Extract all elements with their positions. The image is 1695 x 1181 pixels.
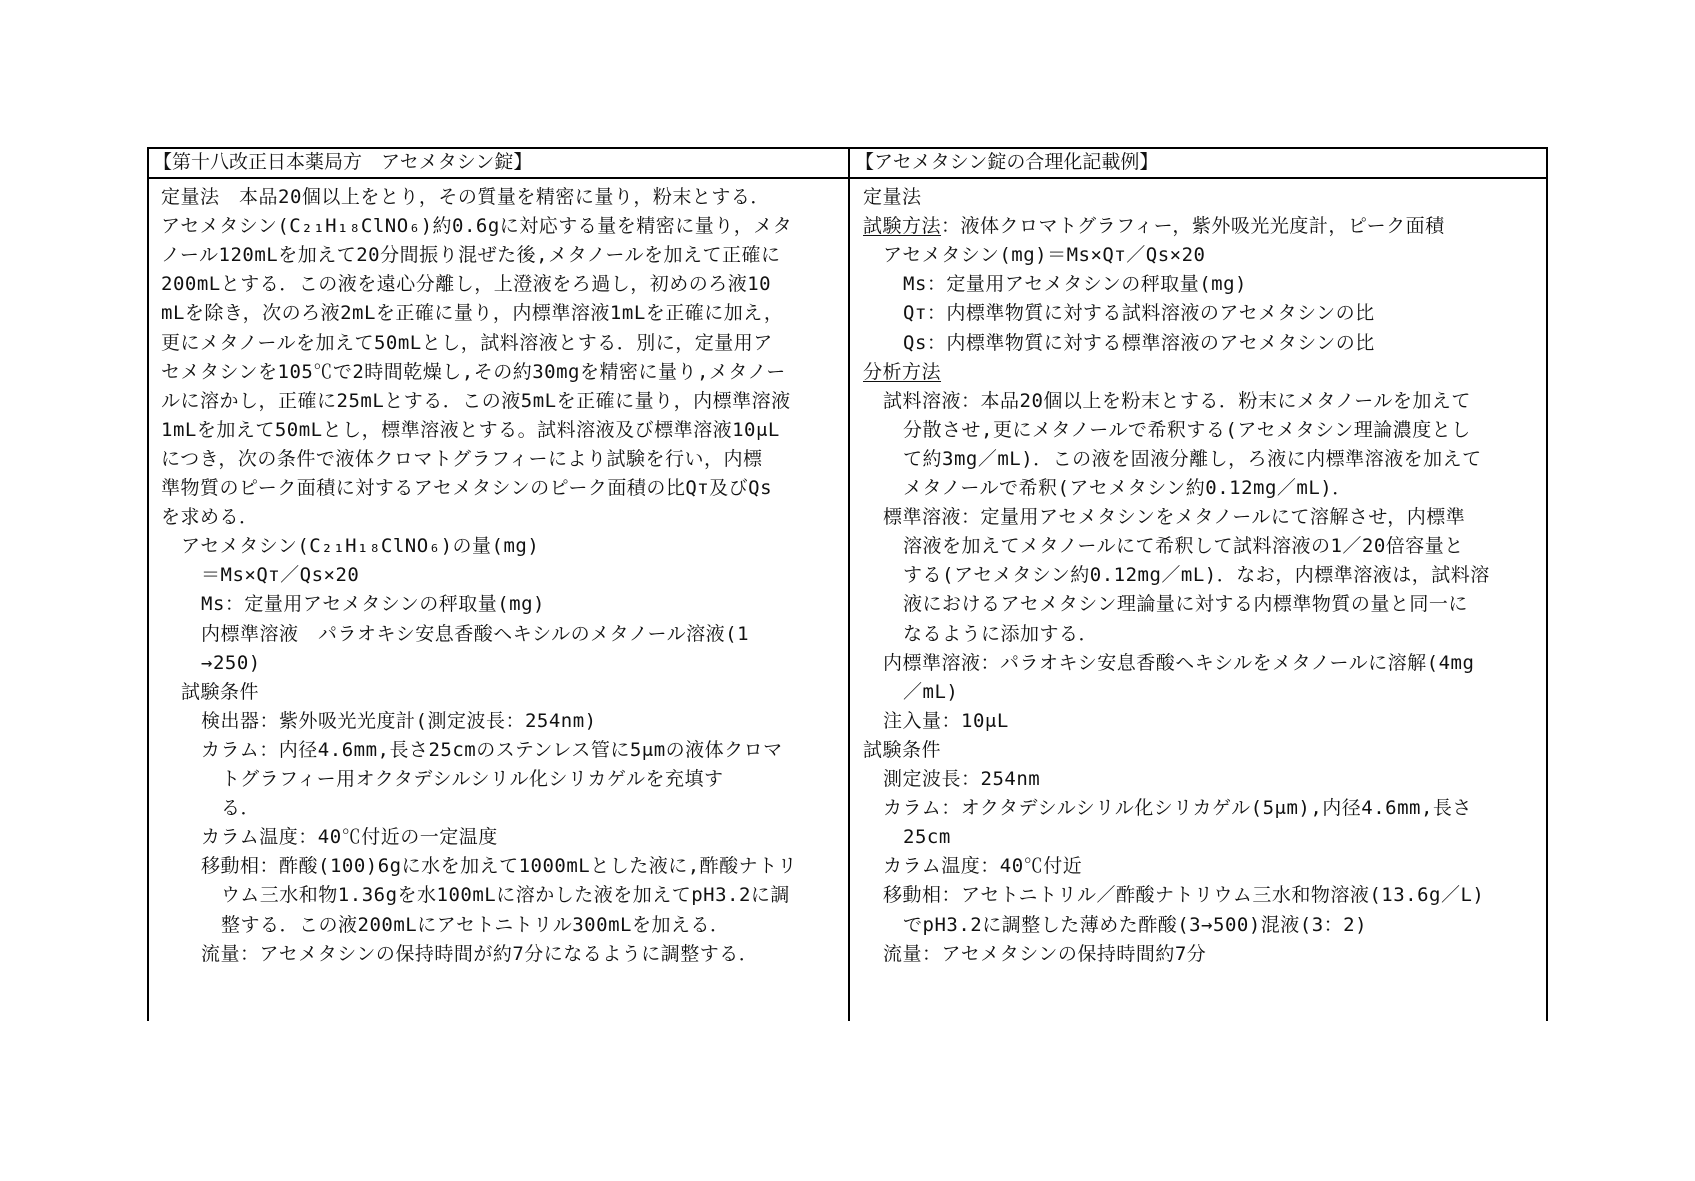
text-line — [863, 182, 922, 212]
text-line — [201, 589, 545, 619]
table-right-border — [1546, 147, 1548, 1021]
line-text: 移動相：アセトニトリル／酢酸ナトリウム三水和物溶液(13.6g／L) — [883, 884, 1485, 907]
text-line — [903, 298, 1375, 328]
line-text: 1mLを加えて50mLとし，標準溶液とする。試料溶液及び標準溶液10μL — [161, 418, 780, 441]
line-text: カラム：内径4.6mm,長さ25cmのステンレス管に5μmの液体クロマ — [201, 738, 783, 761]
line-text: Ms：定量用アセメタシンの秤取量(mg) — [903, 273, 1247, 296]
text-line — [201, 851, 797, 881]
line-text: ＝Ms×Qᴛ／Qs×20 — [201, 564, 360, 587]
text-line — [903, 589, 1468, 619]
line-text: 流量：アセメタシンの保持時間が約7分になるように調整する． — [201, 942, 759, 965]
text-line — [161, 357, 786, 387]
text-line — [863, 211, 1445, 241]
line-text: 試料溶液：本品20個以上を粉末とする．粉末にメタノールを加えて — [883, 389, 1471, 412]
section-label: 分析方法 — [863, 360, 942, 383]
line-text: アセメタシン(C₂₁H₁₈ClNO₆)の量(mg) — [181, 535, 540, 558]
text-line — [161, 386, 791, 416]
line-text: 検出器：紫外吸光光度計(測定波長：254nm) — [201, 709, 597, 732]
text-line — [883, 648, 1474, 678]
text-line — [903, 677, 958, 707]
text-line — [221, 880, 790, 910]
line-text: て約3mg／mL)．この液を固液分離し，ろ液に内標準溶液を加えて — [903, 447, 1482, 470]
text-line — [883, 764, 1040, 794]
text-line — [161, 182, 770, 212]
text-line — [883, 851, 1082, 881]
line-text: なるように添加する． — [903, 622, 1099, 645]
text-line — [161, 444, 762, 474]
text-line — [903, 619, 1098, 649]
line-text: 200mLとする．この液を遠心分離し，上澄液をろ過し，初めのろ液10 — [161, 273, 772, 296]
line-text: ウム三水和物1.36gを水100mLに溶かした液を加えてpH3.2に調 — [221, 884, 790, 907]
text-line — [863, 735, 941, 765]
line-text: Qs：内標準物質に対する標準溶液のアセメタシンの比 — [903, 331, 1375, 354]
line-text: 注入量：10μL — [883, 709, 1009, 732]
line-text: トグラフィー用オクタデシルシリル化シリカゲルを充填す — [221, 768, 724, 790]
line-text: 内標準溶液 パラオキシ安息香酸ヘキシルのメタノール溶液(1 — [201, 622, 750, 645]
text-line — [903, 531, 1464, 561]
text-line — [883, 502, 1465, 532]
text-line — [201, 648, 261, 678]
text-line — [883, 240, 1205, 270]
text-line — [903, 415, 1471, 445]
text-line — [181, 531, 539, 561]
line-text: カラム温度：40℃付近の一定温度 — [201, 826, 498, 849]
section-label: 試験方法 — [863, 215, 942, 238]
line-text: 標準溶液：定量用アセメタシンをメタノールにて溶解させ，内標準 — [883, 506, 1466, 529]
left-column-header: 【第十八改正日本薬局方 アセメタシン錠】 — [153, 151, 533, 173]
text-line — [201, 822, 498, 852]
text-line — [903, 910, 1367, 940]
line-text: アセメタシン(mg)＝Ms×Qᴛ／Qs×20 — [883, 244, 1206, 267]
text-line — [201, 735, 783, 765]
line-text: する(アセメタシン約0.12mg／mL)．なお，内標準溶液は，試料溶 — [903, 564, 1490, 587]
text-line — [883, 939, 1206, 969]
text-line — [883, 880, 1484, 910]
text-line — [883, 386, 1471, 416]
right-column-header: 【アセメタシン錠の合理化記載例】 — [855, 151, 1159, 173]
comparison-table — [147, 147, 1548, 1021]
text-line — [903, 473, 1352, 503]
line-text: →250) — [201, 651, 261, 674]
line-text: 更にメタノールを加えて50mLとし，試料溶液とする．別に，定量用ア — [161, 331, 773, 354]
text-line — [903, 822, 951, 852]
line-text: カラム：オクタデシルシリル化シリカゲル(5μm),内径4.6mm,長さ — [883, 797, 1472, 820]
text-line — [161, 473, 772, 503]
line-text: ルに溶かし，正確に25mLとする．この液5mLを正確に量り，内標準溶液 — [161, 389, 791, 412]
line-text: を求める． — [161, 506, 259, 529]
line-text: ／mL) — [903, 680, 959, 703]
text-line — [201, 939, 758, 969]
line-text: 試験条件 — [181, 680, 260, 703]
text-line — [201, 619, 749, 649]
text-line — [903, 328, 1375, 358]
text-line — [903, 444, 1482, 474]
line-text: 測定波長：254nm — [883, 768, 1041, 790]
text-line — [863, 357, 941, 387]
line-text: 25cm — [903, 826, 951, 849]
text-line — [903, 269, 1247, 299]
line-text: 試験条件 — [863, 738, 942, 761]
text-line — [161, 415, 780, 445]
line-text: 定量法 — [863, 186, 922, 208]
line-text: セメタシンを105℃で2時間乾燥し,その約30mgを精密に量り,メタノー — [161, 360, 786, 383]
line-text: Qᴛ：内標準物質に対する試料溶液のアセメタシンの比 — [903, 302, 1375, 325]
text-line — [221, 764, 723, 794]
line-text: 準物質のピーク面積に対するアセメタシンのピーク面積の比Qᴛ及びQs — [161, 477, 773, 499]
text-line — [161, 211, 792, 241]
line-text: 整する．この液200mLにアセトニトリル300mLを加える． — [221, 913, 730, 936]
line-text: 分散させ,更にメタノールで希釈する(アセメタシン理論濃度とし — [903, 418, 1471, 441]
line-text: 流量：アセメタシンの保持時間約7分 — [883, 942, 1207, 965]
text-line — [161, 269, 771, 299]
text-line — [161, 502, 259, 532]
line-text: カラム温度：40℃付近 — [883, 855, 1083, 878]
text-line — [221, 793, 260, 823]
line-text: mLを除き，次のろ液2mLを正確に量り，内標準溶液1mLを正確に加え， — [161, 302, 784, 325]
text-line — [883, 706, 1009, 736]
text-line — [161, 298, 783, 328]
text-line — [201, 706, 597, 736]
line-text: でpH3.2に調整した薄めた酢酸(3→500)混液(3：2) — [903, 913, 1368, 936]
text-line — [903, 560, 1490, 590]
line-text: 液におけるアセメタシン理論量に対する内標準物質の量と同一に — [903, 593, 1468, 616]
text-line — [201, 560, 359, 590]
line-text: Ms：定量用アセメタシンの秤取量(mg) — [201, 593, 545, 616]
text-line — [161, 240, 781, 270]
line-text: る． — [221, 797, 261, 820]
text-line — [181, 677, 259, 707]
line-text: につき，次の条件で液体クロマトグラフィーにより試験を行い，内標 — [161, 447, 763, 470]
line-text: 内標準溶液：パラオキシ安息香酸ヘキシルをメタノールに溶解(4mg — [883, 651, 1475, 674]
text-line — [161, 328, 773, 358]
text-line — [221, 910, 729, 940]
table-left-border — [147, 147, 149, 1021]
text-line — [883, 793, 1472, 823]
line-text: メタノールで希釈(アセメタシン約0.12mg／mL)． — [903, 477, 1352, 499]
line-text: 移動相：酢酸(100)6gに水を加えて1000mLとした液に,酢酸ナトリ — [201, 855, 798, 878]
line-text: アセメタシン(C₂₁H₁₈ClNO₆)約0.6gに対応する量を精密に量り，メタ — [161, 215, 793, 238]
line-text: ノール120mLを加えて20分間振り混ぜた後,メタノールを加えて正確に — [161, 244, 781, 267]
line-text: ：液体クロマトグラフィー，紫外吸光光度計，ピーク面積 — [941, 215, 1445, 238]
column-divider — [848, 147, 850, 1021]
line-text: 定量法 本品20個以上をとり，その質量を精密に量り，粉末とする． — [161, 186, 770, 208]
line-text: 溶液を加えてメタノールにて希釈して試料溶液の1／20倍容量と — [903, 535, 1464, 558]
